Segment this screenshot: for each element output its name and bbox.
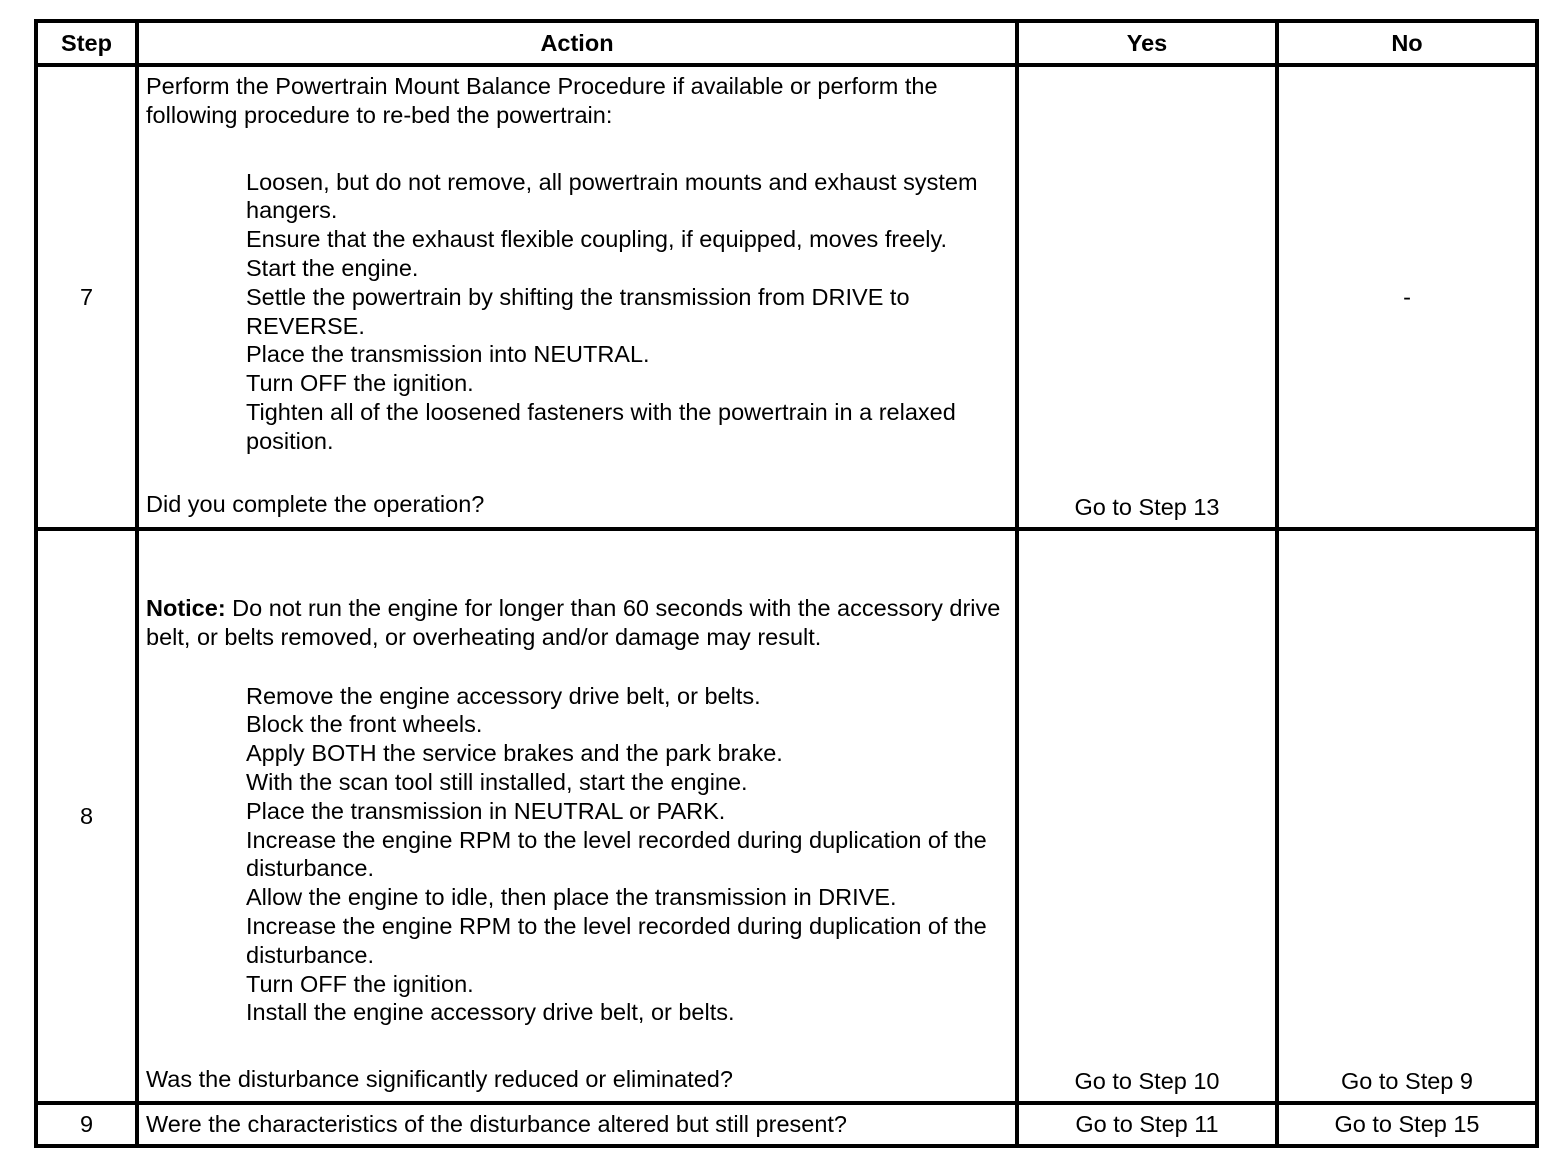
action-question: Did you complete the operation? — [146, 490, 485, 517]
action-cell — [137, 65, 1017, 529]
action-question: Was the disturbance significantly reduced or eliminated? — [146, 1066, 733, 1093]
diagnostic-table — [34, 19, 1539, 1148]
no-cell: Go to Step 9 — [1277, 529, 1537, 1103]
list-item: Remove the engine accessory drive belt, or belts. — [246, 682, 761, 709]
header-step: Step — [36, 21, 137, 65]
notice-label: Notice: — [146, 595, 226, 621]
step-number: 9 — [36, 1103, 137, 1146]
no-cell: Go to Step 15 — [1277, 1103, 1537, 1146]
header-no: No — [1277, 21, 1537, 65]
list-item: Place the transmission in NEUTRAL or PARK. — [246, 797, 726, 824]
no-cell: - — [1277, 65, 1537, 529]
header-row — [36, 21, 1537, 65]
table-row — [36, 529, 1537, 1103]
table-row — [36, 65, 1537, 529]
procedure-list — [146, 168, 1009, 456]
list-item: Increase the engine RPM to the level recorded during duplication of the disturbance. — [246, 912, 987, 968]
list-item: Increase the engine RPM to the level recorded during duplication of the disturbance. — [246, 826, 987, 882]
procedure-list — [146, 682, 1009, 1028]
list-item: Place the transmission into NEUTRAL. — [246, 341, 650, 368]
header-action: Action — [137, 21, 1017, 65]
list-item: Allow the engine to idle, then place the transmission in DRIVE. — [246, 884, 897, 911]
list-item: Block the front wheels. — [246, 711, 483, 738]
list-item: Turn OFF the ignition. — [246, 370, 474, 397]
action-question: Were the characteristics of the disturbance altered but still present? — [137, 1103, 1017, 1146]
list-item: Ensure that the exhaust flexible coupling, if equipped, moves freely. — [246, 226, 948, 253]
table-row — [36, 1103, 1537, 1146]
step-number: 7 — [36, 65, 137, 529]
list-item: Turn OFF the ignition. — [246, 970, 474, 997]
action-intro: Perform the Powertrain Mount Balance Procedure if available or perform the following procedure to re-bed the powertrain: — [146, 73, 938, 128]
step-number: 8 — [36, 529, 137, 1103]
list-item: Tighten all of the loosened fasteners with the powertrain in a relaxed position. — [246, 398, 956, 454]
list-item: Start the engine. — [246, 254, 419, 281]
yes-cell: Go to Step 13 — [1017, 65, 1277, 529]
yes-cell: Go to Step 10 — [1017, 529, 1277, 1103]
list-item: Settle the powertrain by shifting the transmission from DRIVE to REVERSE. — [246, 283, 910, 339]
list-item: Loosen, but do not remove, all powertrain mounts and exhaust system hangers. — [246, 168, 978, 224]
list-item: Apply BOTH the service brakes and the park brake. — [246, 740, 783, 767]
action-cell — [137, 529, 1017, 1103]
yes-cell: Go to Step 11 — [1017, 1103, 1277, 1146]
list-item: With the scan tool still installed, start the engine. — [246, 768, 748, 795]
notice-text: Do not run the engine for longer than 60 seconds with the accessory drive belt, or belts removed, or overheating and/or damage may result. — [146, 595, 1001, 650]
list-item: Install the engine accessory drive belt, or belts. — [246, 999, 735, 1026]
header-yes: Yes — [1017, 21, 1277, 65]
notice-paragraph — [146, 594, 1009, 652]
